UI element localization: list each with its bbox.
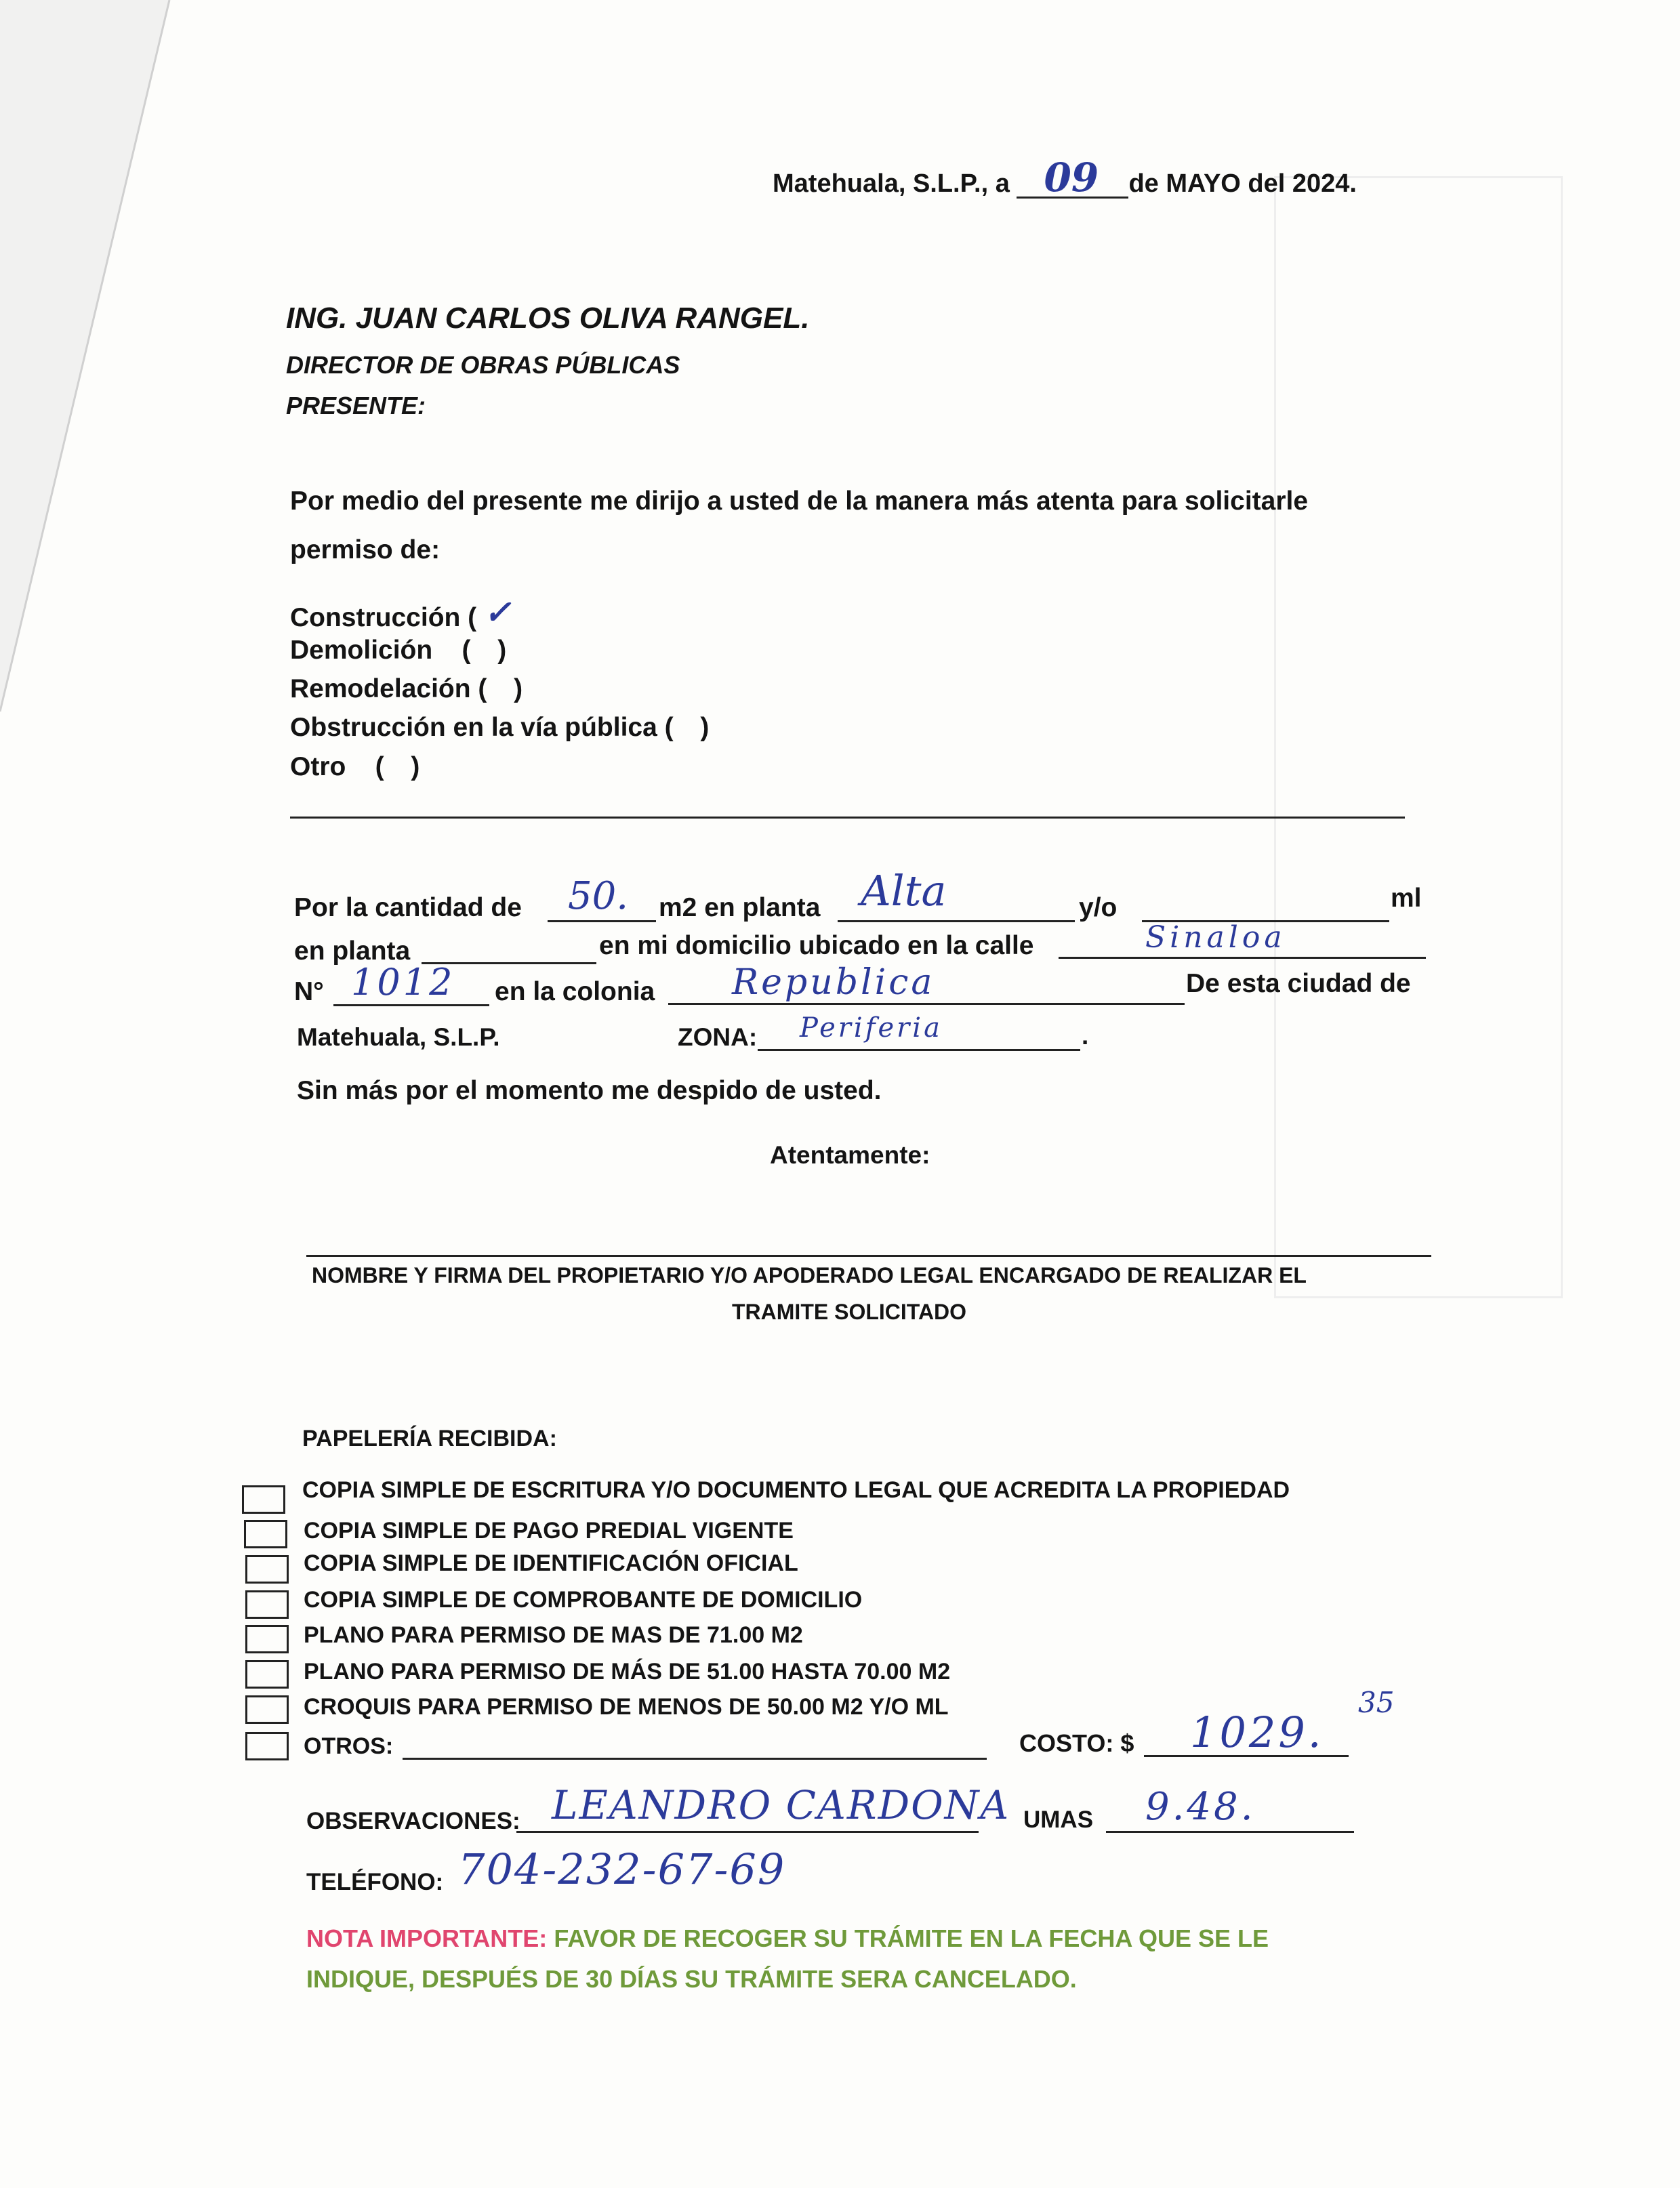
checkbox-identificacion[interactable] [245, 1555, 289, 1584]
zona-end: . [1082, 1022, 1089, 1050]
costo-value: 1029. [1190, 1708, 1324, 1757]
despedida: Sin más por el momento me despido de usted. [297, 1076, 882, 1105]
ciudad-label: De esta ciudad de [1186, 969, 1411, 998]
permit-close: ) [497, 636, 507, 665]
zona-field[interactable] [758, 1049, 1080, 1051]
day-field[interactable] [1017, 154, 1128, 201]
checkbox-plano-71[interactable] [245, 1625, 289, 1653]
bleed-through-frame [1274, 176, 1563, 1298]
permit-label: Remodelación ( [290, 674, 487, 703]
domicilio-label: en mi domicilio ubicado en la calle [599, 931, 1034, 960]
otro-blank-line[interactable] [290, 817, 1405, 819]
no-value: 1012 [351, 961, 455, 1004]
nota-text-2: INDIQUE, DESPUÉS DE 30 DÍAS SU TRÁMITE SERA CANCELADO. [306, 1965, 1077, 1993]
signature-line[interactable] [306, 1255, 1431, 1257]
permit-close: ) [700, 713, 710, 742]
checkbox-otros[interactable] [245, 1732, 289, 1760]
observaciones-label: OBSERVACIONES: [306, 1808, 520, 1834]
colonia-value: Republica [732, 962, 935, 1003]
checkbox-plano-51[interactable] [245, 1660, 289, 1689]
planta-value: Alta [861, 866, 947, 915]
firma-caption-line-1: NOMBRE Y FIRMA DEL PROPIETARIO Y/O APODERADO LEGAL ENCARGADO DE REALIZAR EL [312, 1263, 1307, 1287]
checkbox-croquis[interactable] [245, 1695, 289, 1724]
papeleria-item: OTROS: [304, 1733, 394, 1759]
telefono-label: TELÉFONO: [306, 1869, 444, 1895]
observaciones-field[interactable] [516, 1831, 979, 1833]
observaciones-value: LEANDRO CARDONA [552, 1782, 1010, 1828]
papeleria-item: PLANO PARA PERMISO DE MAS DE 71.00 M2 [304, 1622, 803, 1648]
cantidad-field[interactable] [548, 920, 656, 922]
umas-value: 9.48. [1145, 1785, 1256, 1829]
nota-text-1: FAVOR DE RECOGER SU TRÁMITE EN LA FECHA QUE SE LE [554, 1924, 1269, 1952]
costo-label: COSTO: $ [1019, 1729, 1134, 1757]
addressee-name: ING. JUAN CARLOS OLIVA RANGEL. [286, 302, 810, 335]
permit-label: Demolición ( [290, 636, 471, 665]
colonia-field[interactable] [668, 1003, 1185, 1005]
zona-value: Periferia [800, 1012, 943, 1044]
cantidad-label: Por la cantidad de [294, 893, 522, 922]
papeleria-item: COPIA SIMPLE DE PAGO PREDIAL VIGENTE [304, 1518, 794, 1544]
firma-caption-line-2: TRAMITE SOLICITADO [732, 1300, 967, 1324]
checkbox-domicilio[interactable] [245, 1590, 289, 1619]
ml-label: ml [1391, 884, 1422, 913]
telefono-value[interactable]: 704-232-67-69 [458, 1844, 786, 1894]
planta-field[interactable] [838, 920, 1075, 922]
permit-obstruccion[interactable] [290, 713, 709, 743]
place-prefix: Matehuala, S.L.P., a [773, 169, 1010, 198]
atentamente: Atentamente: [770, 1141, 930, 1169]
papeleria-item: COPIA SIMPLE DE COMPROBANTE DE DOMICILIO [304, 1587, 863, 1613]
nota-line-1 [306, 1924, 1269, 1953]
yo-label: y/o [1079, 893, 1118, 922]
matehuala-label: Matehuala, S.L.P. [297, 1023, 500, 1051]
en-planta-label: en planta [294, 936, 411, 966]
permit-label: Obstrucción en la vía pública ( [290, 713, 674, 742]
umas-label: UMAS [1023, 1807, 1094, 1833]
addressee-title: DIRECTOR DE OBRAS PÚBLICAS [286, 351, 680, 379]
permit-close [518, 603, 527, 632]
intro-line-1: Por medio del presente me dirijo a usted de la manera más atenta para solicitarle [290, 487, 1309, 516]
nota-label: NOTA IMPORTANTE: [306, 1924, 548, 1952]
scan-fold-shadow [0, 0, 203, 745]
permit-label: Otro ( [290, 752, 384, 781]
calle-value: Sinaloa [1145, 920, 1286, 955]
date-line [773, 154, 1357, 201]
permit-label: Construcción ( [290, 603, 477, 632]
permit-construccion[interactable] [290, 596, 527, 634]
papeleria-title: PAPELERÍA RECIBIDA: [302, 1426, 557, 1451]
permit-remodelacion[interactable] [290, 674, 523, 704]
permit-demolicion[interactable] [290, 636, 506, 665]
colonia-label: en la colonia [495, 977, 655, 1006]
checkbox-escritura[interactable] [242, 1485, 285, 1514]
calle-field[interactable] [1059, 957, 1426, 959]
no-label: N° [294, 977, 324, 1006]
papeleria-item: PLANO PARA PERMISO DE MÁS DE 51.00 HASTA 70.00 M2 [304, 1659, 951, 1685]
otros-field[interactable] [403, 1758, 987, 1760]
permit-close: ) [411, 752, 420, 781]
permit-otro[interactable] [290, 752, 419, 782]
papeleria-item: COPIA SIMPLE DE ESCRITURA Y/O DOCUMENTO LEGAL QUE ACREDITA LA PROPIEDAD [302, 1477, 1290, 1503]
papeleria-item: COPIA SIMPLE DE IDENTIFICACIÓN OFICIAL [304, 1550, 798, 1576]
checkbox-predial[interactable] [244, 1520, 287, 1548]
umas-field[interactable] [1106, 1831, 1354, 1833]
zona-label: ZONA: [678, 1023, 758, 1051]
intro-line-2: permiso de: [290, 535, 441, 564]
no-field[interactable] [333, 1004, 489, 1006]
m2-label: m2 en planta [659, 893, 821, 922]
presente-label: PRESENTE: [286, 392, 426, 419]
papeleria-item: CROQUIS PARA PERMISO DE MENOS DE 50.00 M2 Y/O ML [304, 1694, 949, 1720]
costo-cents: 35 [1358, 1686, 1395, 1719]
place-suffix: de MAYO del 2024. [1128, 169, 1357, 198]
permit-close: ) [514, 674, 523, 703]
day-handwritten: 09 [1044, 154, 1099, 201]
cantidad-value: 50. [568, 874, 629, 918]
check-mark-icon: ✓ [484, 594, 512, 632]
